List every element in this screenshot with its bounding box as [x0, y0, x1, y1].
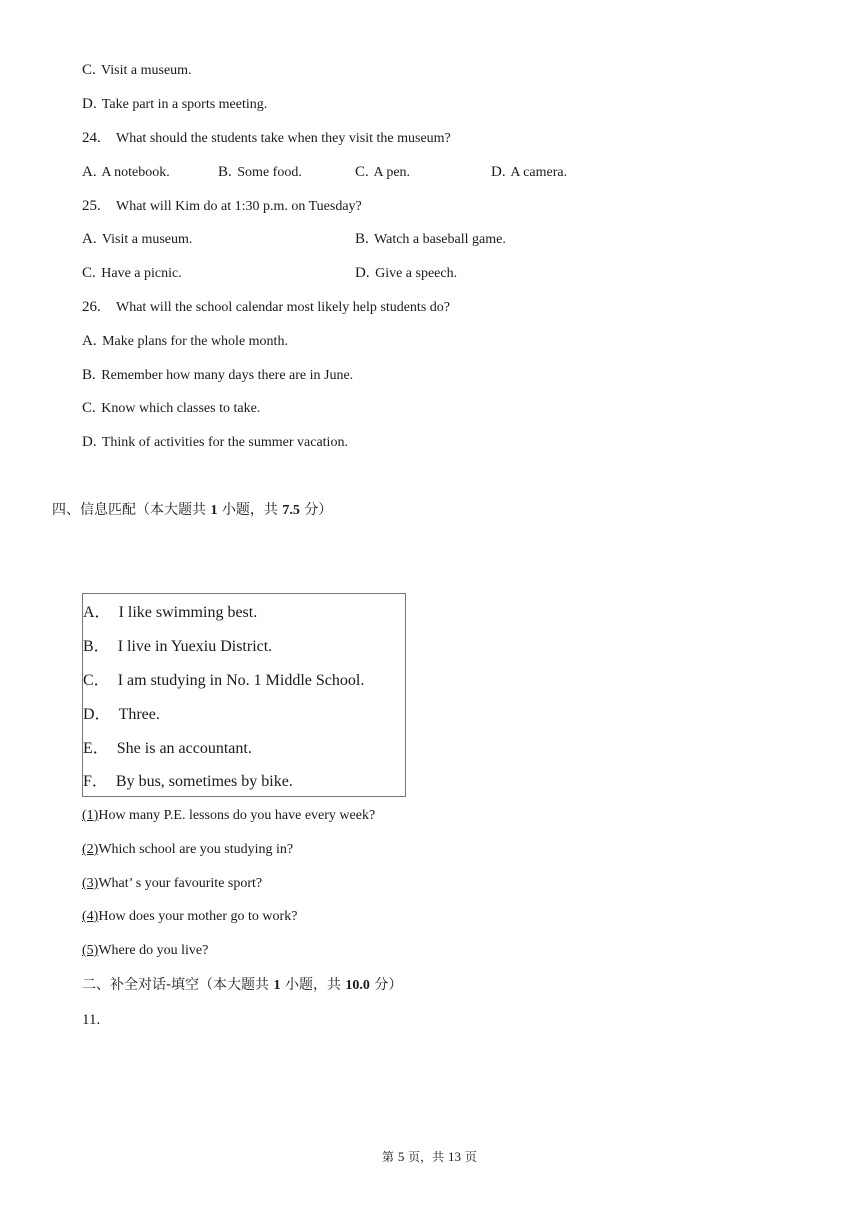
option-text: Give a speech.: [375, 266, 458, 281]
heading-mid: 小题，共: [221, 502, 278, 518]
option-letter: A.: [82, 333, 97, 349]
heading-pre: 四、信息匹配（本大题共: [52, 502, 206, 518]
match-question-1: [82, 807, 375, 825]
option-letter: C.: [355, 164, 369, 180]
q26-option-a: [82, 332, 288, 351]
option-text: Visit a museum.: [101, 63, 192, 78]
option-text: A notebook.: [101, 165, 170, 180]
q24-question: [82, 129, 451, 148]
match-option-b: [83, 637, 272, 657]
section-heading-dialogue-fill: [82, 976, 402, 995]
option-letter: A.: [82, 164, 97, 180]
section-heading-info-matching: [52, 501, 332, 520]
q24-option-b: [218, 163, 302, 182]
option-text: Know which classes to take.: [101, 401, 261, 416]
match-question-5: [82, 942, 208, 960]
q26-option-c: [82, 399, 260, 418]
option-text: I live in Yuexiu District.: [117, 638, 273, 655]
q24-option-d: [491, 163, 567, 182]
option-letter: B.: [355, 231, 369, 247]
question-text: How many P.E. lessons do you have every week?: [98, 808, 376, 823]
q26-option-b: [82, 366, 353, 385]
option-letter: C.: [82, 400, 96, 416]
footer-mid: 页，共: [408, 1150, 445, 1164]
q26-question: [82, 298, 450, 317]
heading-count: 1: [210, 503, 218, 518]
q23-option-c: [82, 61, 192, 80]
question-text: What will Kim do at 1:30 p.m. on Tuesday?: [116, 199, 362, 214]
option-letter: F．: [83, 773, 108, 790]
option-letter: D.: [82, 434, 97, 450]
option-letter: D.: [82, 96, 97, 112]
question-text: Which school are you studying in?: [98, 842, 294, 857]
question-11-number: 11.: [82, 1012, 101, 1028]
option-text: By bus, sometimes by bike.: [115, 773, 293, 790]
option-text: Some food.: [237, 165, 302, 180]
footer-post: 页: [464, 1150, 477, 1164]
q25-option-b: [355, 230, 506, 249]
question-number: 26.: [82, 299, 101, 315]
heading-post: 分）: [374, 977, 403, 993]
blank-number: (2): [82, 842, 99, 857]
heading-post: 分）: [304, 502, 333, 518]
option-text: Have a picnic.: [101, 266, 182, 281]
option-letter: B.: [218, 164, 232, 180]
heading-mid: 小题，共: [284, 977, 341, 993]
option-text: Three.: [118, 706, 160, 723]
page-footer: [382, 1148, 477, 1166]
q25-question: [82, 197, 362, 216]
q25-option-a: [82, 230, 192, 249]
option-text: Watch a baseball game.: [374, 232, 506, 247]
heading-score: 7.5: [282, 503, 300, 518]
option-letter: A.: [82, 231, 97, 247]
match-option-d: [83, 705, 160, 725]
match-option-a: [83, 603, 257, 623]
match-question-4: [82, 908, 297, 926]
option-letter: C.: [82, 265, 96, 281]
match-option-c: [83, 671, 364, 691]
blank-number: (3): [82, 876, 99, 891]
question-text: What’ s your favourite sport?: [98, 876, 263, 891]
total-page-count: 13: [448, 1149, 462, 1164]
option-text: Make plans for the whole month.: [102, 334, 288, 349]
option-letter: B．: [83, 638, 110, 655]
question-number: 25.: [82, 198, 101, 214]
match-question-3: [82, 875, 262, 893]
option-letter: D.: [355, 265, 370, 281]
blank-number: (1): [82, 808, 99, 823]
heading-count: 1: [273, 978, 281, 993]
option-letter: D．: [83, 706, 111, 723]
q23-option-d: [82, 95, 267, 114]
option-letter: D.: [491, 164, 506, 180]
blank-number: (4): [82, 909, 99, 924]
option-text: Remember how many days there are in June.: [101, 368, 354, 383]
heading-score: 10.0: [345, 978, 370, 993]
footer-pre: 第: [382, 1150, 395, 1164]
option-text: Visit a museum.: [101, 232, 193, 247]
option-letter: E．: [83, 740, 109, 757]
option-text: She is an accountant.: [116, 740, 252, 757]
q24-option-a: [82, 163, 170, 182]
q25-option-d: [355, 264, 457, 283]
option-letter: A．: [83, 604, 111, 621]
option-letter: C.: [82, 62, 96, 78]
matching-options-box: [82, 593, 406, 797]
blank-number: (5): [82, 943, 99, 958]
question-text: How does your mother go to work?: [98, 909, 298, 924]
q24-option-c: [355, 163, 410, 182]
current-page-number: 5: [397, 1149, 405, 1164]
heading-pre: 二、补全对话-填空（本大题共: [82, 977, 270, 993]
option-text: Think of activities for the summer vacation.: [101, 435, 348, 450]
match-question-2: [82, 841, 293, 859]
option-text: Take part in a sports meeting.: [101, 97, 268, 112]
option-letter: C．: [83, 672, 110, 689]
question-text: What will the school calendar most likely help students do?: [116, 300, 450, 315]
option-text: A camera.: [510, 165, 568, 180]
match-option-e: [83, 739, 252, 759]
option-text: A pen.: [373, 165, 411, 180]
question-text: What should the students take when they visit the museum?: [116, 131, 451, 146]
q26-option-d: [82, 433, 348, 452]
question-text: Where do you live?: [98, 943, 209, 958]
option-text: I am studying in No. 1 Middle School.: [117, 672, 365, 689]
match-option-f: [83, 772, 293, 792]
option-text: I like swimming best.: [118, 604, 258, 621]
question-number: 24.: [82, 130, 101, 146]
q25-option-c: [82, 264, 182, 283]
option-letter: B.: [82, 367, 96, 383]
